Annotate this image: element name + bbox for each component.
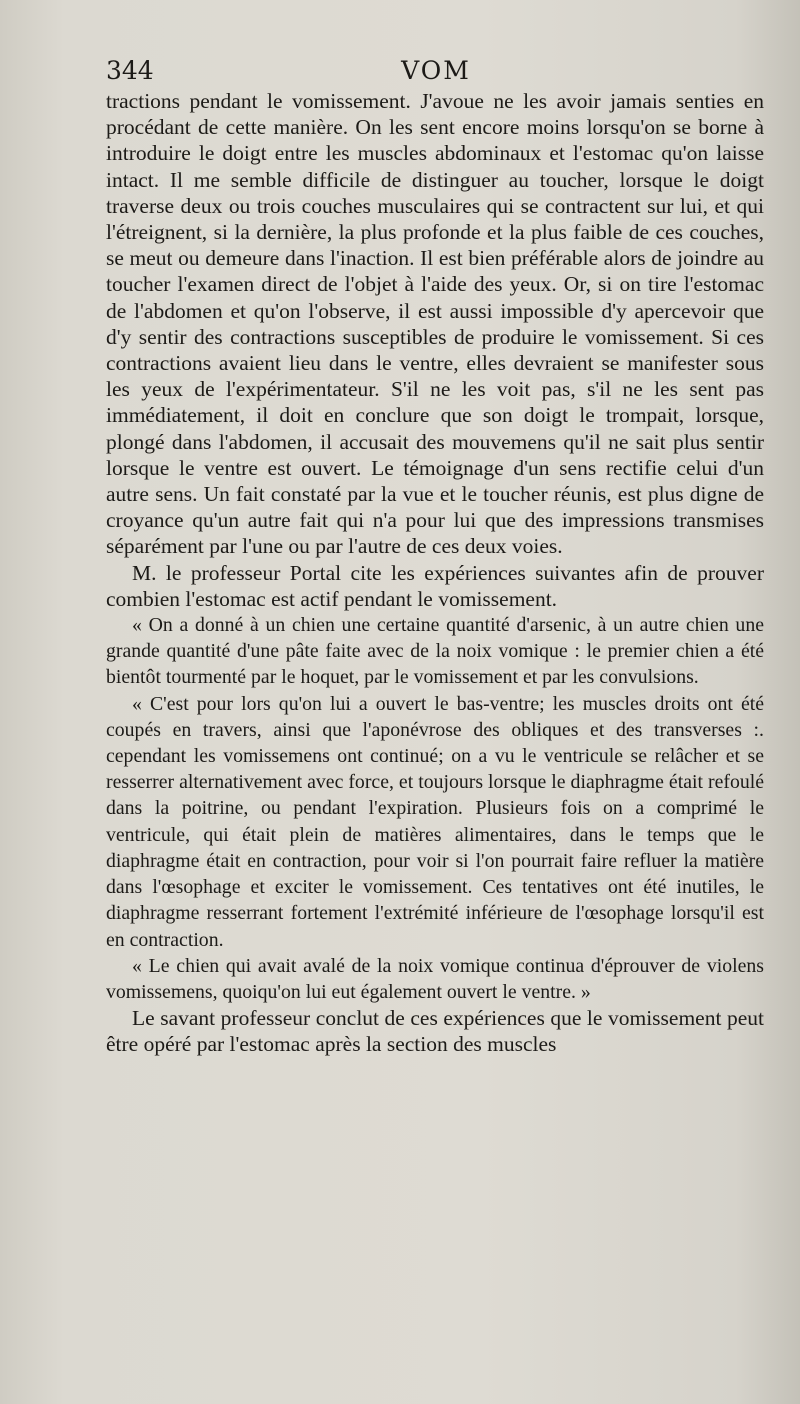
page-body [106, 88, 764, 1058]
paragraph-continuation: tractions pendant le vomissement. J'avoue ne les avoir jamais senties en procédant de cette manière. On les sent encore moins lorsqu'on se borne à introduire le doigt entre les muscles abdominaux et l'estomac qu'on laisse intact. Il me semble difficile de distinguer au toucher, lorsque le doigt traverse deux ou trois couches musculaires qui se contractent sur lui, et qui l'étreignent, si la dernière, la plus profonde et la plus faible de ces couches, se meut ou demeure dans l'inaction. Il est bien préférable alors de joindre au toucher l'examen direct de l'objet à l'aide des yeux. Or, si on tire l'estomac de l'abdomen et qu'on l'observe, il est aussi impossible d'y apercevoir que d'y sentir des contractions susceptibles de produire le vomissement. Si ces contractions avaient lieu dans le ventre, elles devraient se manifester sous les yeux de l'expérimentateur. S'il ne les voit pas, s'il ne les sent pas immédiatement, il doit en conclure que son doigt le trompait, lorsque, plongé dans l'abdomen, il accusait des mouvemens qu'il ne sait plus sentir lorsque le ventre est ouvert. Le témoignage d'un sens rectifie celui d'un autre sens. Un fait constaté par la vue et le toucher réunis, est plus digne de croyance qu'un autre fait qui n'a pour lui que des impressions transmises séparément par l'une ou par l'autre de ces deux voies. [106, 89, 764, 559]
page-header [106, 56, 766, 88]
quote-paragraph-arsenic: « On a donné à un chien une certaine quantité d'arsenic, à un autre chien une grande quantité d'une pâte faite avec de la noix vomique : le premier chien a été bientôt tourmenté par le hoquet, par le vomissement et par les convulsions. [106, 614, 764, 689]
running-head: VOM [401, 56, 471, 85]
quote-paragraph-noix-vomique: « Le chien qui avait avalé de la noix vomique continua d'éprouver de violens vomissemens, quoiqu'on lui eut également ouvert le ventre. » [106, 954, 764, 1003]
paragraph-conclusion: Le savant professeur conclut de ces expériences que le vomissement peut être opéré par l'estomac après la section des muscles [106, 1006, 764, 1057]
paragraph-portal: M. le professeur Portal cite les expériences suivantes afin de prouver combien l'estomac est actif pendant le vomissement. [106, 560, 764, 611]
quote-paragraph-bas-ventre: « C'est pour lors qu'on lui a ouvert le bas-ventre; les muscles droits ont été coupés en travers, ainsi que l'aponévrose des obliques et des transverses :. cependant les vomissemens ont continué; on a vu le ventricule se relâcher et se resserrer alternativement avec force, et toujours lorsque le diaphragme était refoulé dans la poitrine, ou pendant l'expiration. Plusieurs fois on a comprimé le ventricule, qui était plein de matières alimentaires, dans le temps que le diaphragme était en contraction, pour voir si l'on pourrait faire refluer la matière dans l'œsophage et exciter le vomissement. Ces tentatives ont été inutiles, le diaphragme resserrant fortement l'extrémité inférieure de l'œsophage lorsqu'il est en contraction. [106, 692, 764, 951]
page-number: 344 [106, 56, 154, 85]
